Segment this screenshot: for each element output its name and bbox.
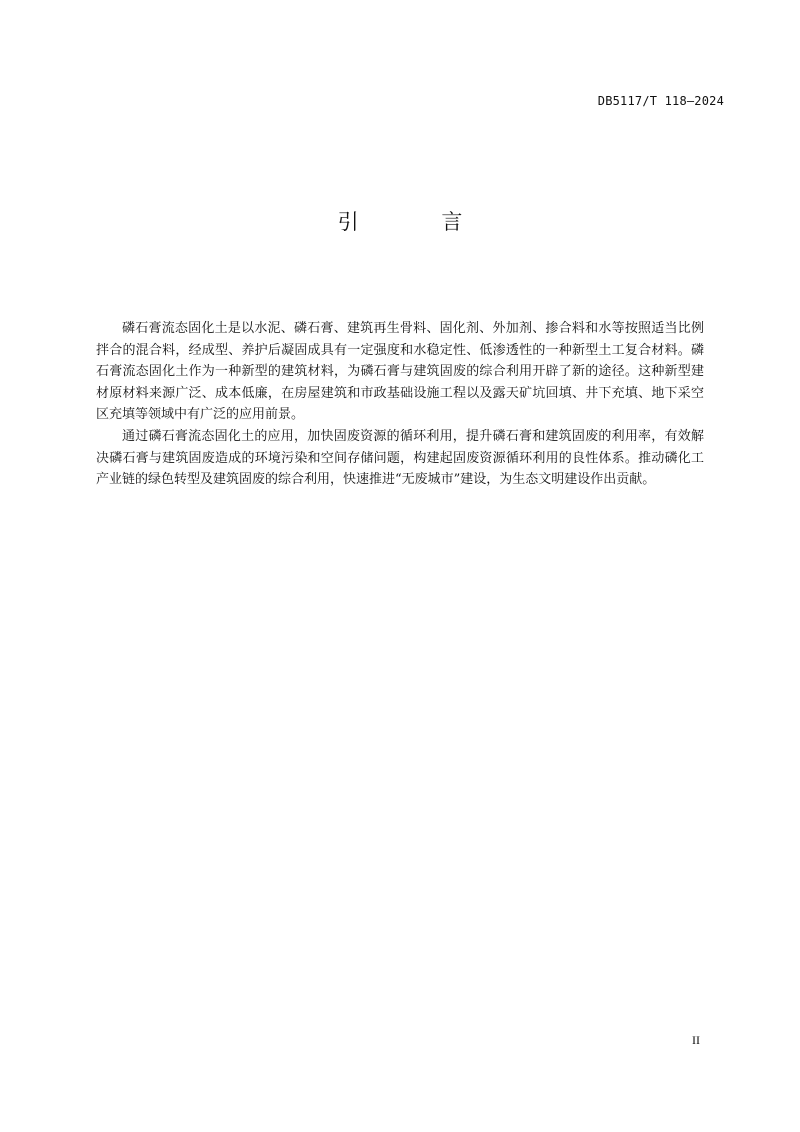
page-title: 引 言 <box>337 210 501 234</box>
paragraph-intro: 磷石膏流态固化土是以水泥、磷石膏、建筑再生骨料、固化剂、外加剂、掺合料和水等按照适当比例拌合的混合料，经成型、养护后凝固成具有一定强度和水稳定性、低渗透性的一种新型土工复合材料。磷石膏流态固化土作为一种新型的建筑材料，为磷石膏与建筑固废的综合利用开辟了新的途径。这种新型建材原材料来源广泛、成本低廉，在房屋建筑和市政基础设施工程以及露天矿坑回填、井下充填、地下采空区充填等领域中有广泛的应用前景。 <box>96 321 704 423</box>
page-number: II <box>692 1033 700 1047</box>
body-text <box>96 318 704 491</box>
document-code: DB5117/T 118—2024 <box>597 94 724 108</box>
paragraph-application: 通过磷石膏流态固化土的应用，加快固废资源的循环利用，提升磷石膏和建筑固废的利用率，有效解决磷石膏与建筑固废造成的环境污染和空间存储问题，构建起固废资源循环利用的良性体系。推动磷化工产业链的绿色转型及建筑固废的综合利用，快速推进“无废城市”建设，为生态文明建设作出贡献。 <box>96 428 704 488</box>
